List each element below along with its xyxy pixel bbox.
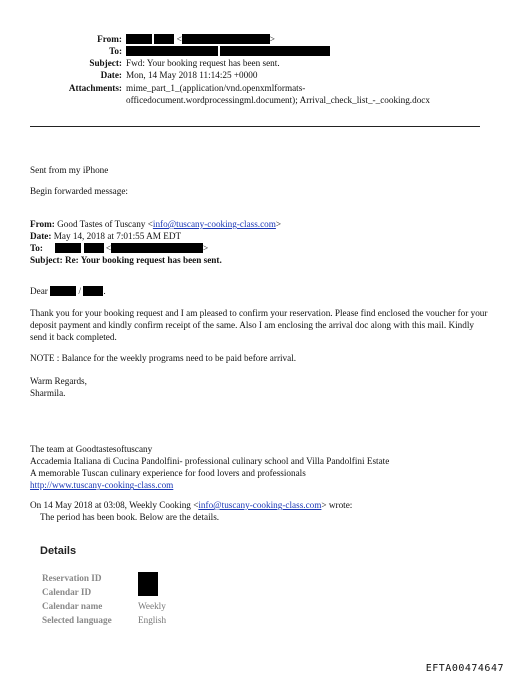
- forwarded-header: [30, 218, 490, 267]
- date-label: Date:: [100, 70, 122, 81]
- body-paragraph: Thank you for your booking request and I am pleased to confirm your reservation. Please find enclosed the voucher for your deposit payment and kindly confirm receipt of the same. Also I am enclosing the arrival doc along with this mail. Kindly send it back completed.: [30, 308, 488, 343]
- header-subject-row: [20, 57, 490, 69]
- details-table: [42, 572, 502, 628]
- header-to-row: [20, 45, 490, 57]
- signature-line-1: The team at Goodtastesoftuscany: [30, 444, 153, 454]
- bates-number: EFTA00474647: [425, 663, 504, 674]
- email-header: [20, 33, 490, 106]
- forwarded-date-row: [30, 230, 490, 242]
- forwarded-subject-row: [30, 254, 490, 266]
- quoted-wrote-text: wrote:: [328, 500, 353, 510]
- signature-line-2: Accademia Italiana di Cucina Pandolfini- professional culinary school and Villa Pandolfini Estate: [30, 456, 390, 467]
- signature-line-3: A memorable Tuscan culinary experience for food lovers and professionals: [30, 468, 306, 479]
- begin-forwarded-text: Begin forwarded message:: [30, 186, 128, 196]
- dear-text: Dear: [30, 286, 48, 296]
- from-label: From:: [97, 34, 122, 44]
- redaction: [50, 286, 76, 296]
- forwarded-from-label: From:: [30, 219, 55, 229]
- to-label: To:: [109, 46, 122, 57]
- forwarded-to-label: To:: [30, 243, 43, 254]
- header-from-row: From: < >: [20, 33, 490, 45]
- date-value: Mon, 14 May 2018 11:14:25 +0000: [126, 70, 258, 81]
- details-row: [42, 572, 502, 586]
- redaction: [126, 46, 218, 56]
- greeting: Dear / .: [30, 286, 106, 296]
- details-value: Weekly: [138, 601, 166, 611]
- details-row: [42, 600, 502, 614]
- redaction: [84, 243, 104, 253]
- quoted-intro: On 14 May 2018 at 03:08, Weekly Cooking <info@tuscany-cooking-class.com> wrote:: [30, 500, 353, 510]
- redaction: [154, 34, 174, 44]
- forwarded-from-row: From: Good Tastes of Tuscany <info@tuscany-cooking-class.com>: [30, 219, 282, 229]
- details-row: [42, 614, 502, 628]
- quoted-on-text: On 14 May 2018 at 03:08, Weekly Cooking: [30, 500, 191, 510]
- signature: [30, 443, 490, 492]
- header-divider: [30, 126, 480, 127]
- subject-label: Subject:: [89, 58, 122, 69]
- forwarded-subject-label: Subject:: [30, 255, 63, 266]
- details-row: [42, 586, 502, 600]
- redaction: [220, 46, 330, 56]
- sent-from-text: Sent from my iPhone: [30, 165, 109, 175]
- forwarded-from-name: Good Tastes of Tuscany: [57, 219, 146, 229]
- header-attachments-row: [20, 82, 490, 106]
- details-label: Calendar ID: [42, 587, 92, 597]
- subject-value: Fwd: Your booking request has been sent.: [126, 58, 280, 69]
- header-date-row: [20, 69, 490, 81]
- redaction: [83, 286, 103, 296]
- sender-name: Sharmila.: [30, 388, 66, 398]
- redaction: [111, 243, 203, 253]
- forwarded-from-email-link[interactable]: info@tuscany-cooking-class.com: [152, 219, 276, 229]
- attachments-line-1: mime_part_1_(application/vnd.openxmlformats-: [126, 82, 306, 93]
- quoted-email-link[interactable]: info@tuscany-cooking-class.com: [198, 500, 322, 510]
- quoted-period-text: The period has been book. Below are the details.: [40, 512, 220, 522]
- details-label: Selected language: [42, 615, 112, 625]
- redaction: [138, 572, 158, 596]
- regards-text: Warm Regards,: [30, 376, 87, 386]
- attachments-label: Attachments:: [68, 82, 122, 93]
- redaction: [55, 243, 81, 253]
- forwarded-date-value: May 14, 2018 at 7:01:55 AM EDT: [53, 231, 182, 242]
- redaction: [126, 34, 152, 44]
- details-value: English: [138, 615, 167, 625]
- details-title: Details: [40, 545, 77, 557]
- signature-website-link[interactable]: http://www.tuscany-cooking-class.com: [30, 480, 174, 491]
- forwarded-to-row: To: < >: [30, 243, 209, 254]
- forwarded-subject-value: Re: Your booking request has been sent.: [64, 255, 222, 266]
- details-label: Reservation ID: [42, 573, 102, 583]
- redaction: [182, 34, 270, 44]
- note-text: NOTE : Balance for the weekly programs need to be paid before arrival.: [30, 353, 297, 363]
- forwarded-date-label: Date:: [30, 231, 52, 242]
- attachments-line-2: officedocument.wordprocessingml.document); Arrival_check_list_-_cooking.docx: [126, 94, 430, 105]
- details-label: Calendar name: [42, 601, 103, 611]
- slash-text: /: [78, 286, 82, 296]
